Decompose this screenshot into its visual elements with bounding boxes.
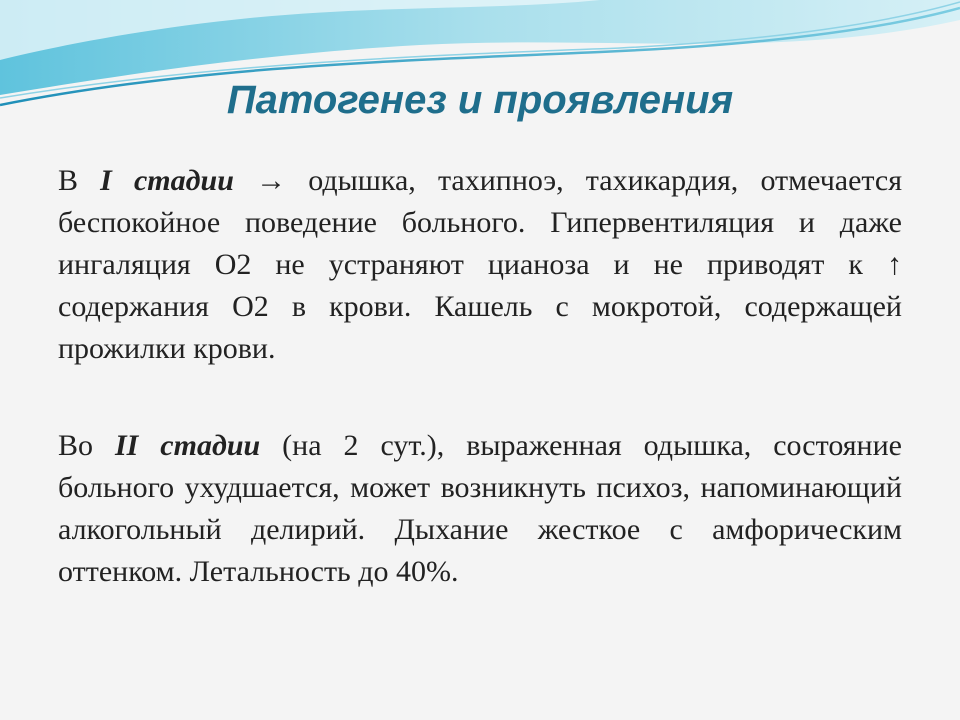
paragraph-2-text: (на 2 сут.), выраженная одышка, состояние больного ухудшается, может возникнуть психоз, напоминающий алкогольный делирий. Дыхание жесткое с амфорическим оттенком. Летальность до 40%. <box>58 429 902 588</box>
paragraph-2-prefix: Во <box>58 429 94 462</box>
paragraph-1-text: → одышка, тахипноэ, тахикардия, отмечается беспокойное поведение больного. Гипервентиляция и даже ингаляция О2 не устраняют цианоза и не приводят к ↑ содержания О2 в крови. Кашель с мокротой, содержащей прожилки крови. <box>58 164 903 365</box>
slide-title: Патогенез и проявления <box>226 78 734 122</box>
paragraph-stage-1 <box>58 160 902 370</box>
paragraph-1-prefix: В <box>58 164 79 197</box>
paragraph-1-stage: I стадии <box>100 164 234 197</box>
paragraph-2-stage: II стадии <box>114 429 261 462</box>
paragraph-stage-2 <box>58 425 902 593</box>
